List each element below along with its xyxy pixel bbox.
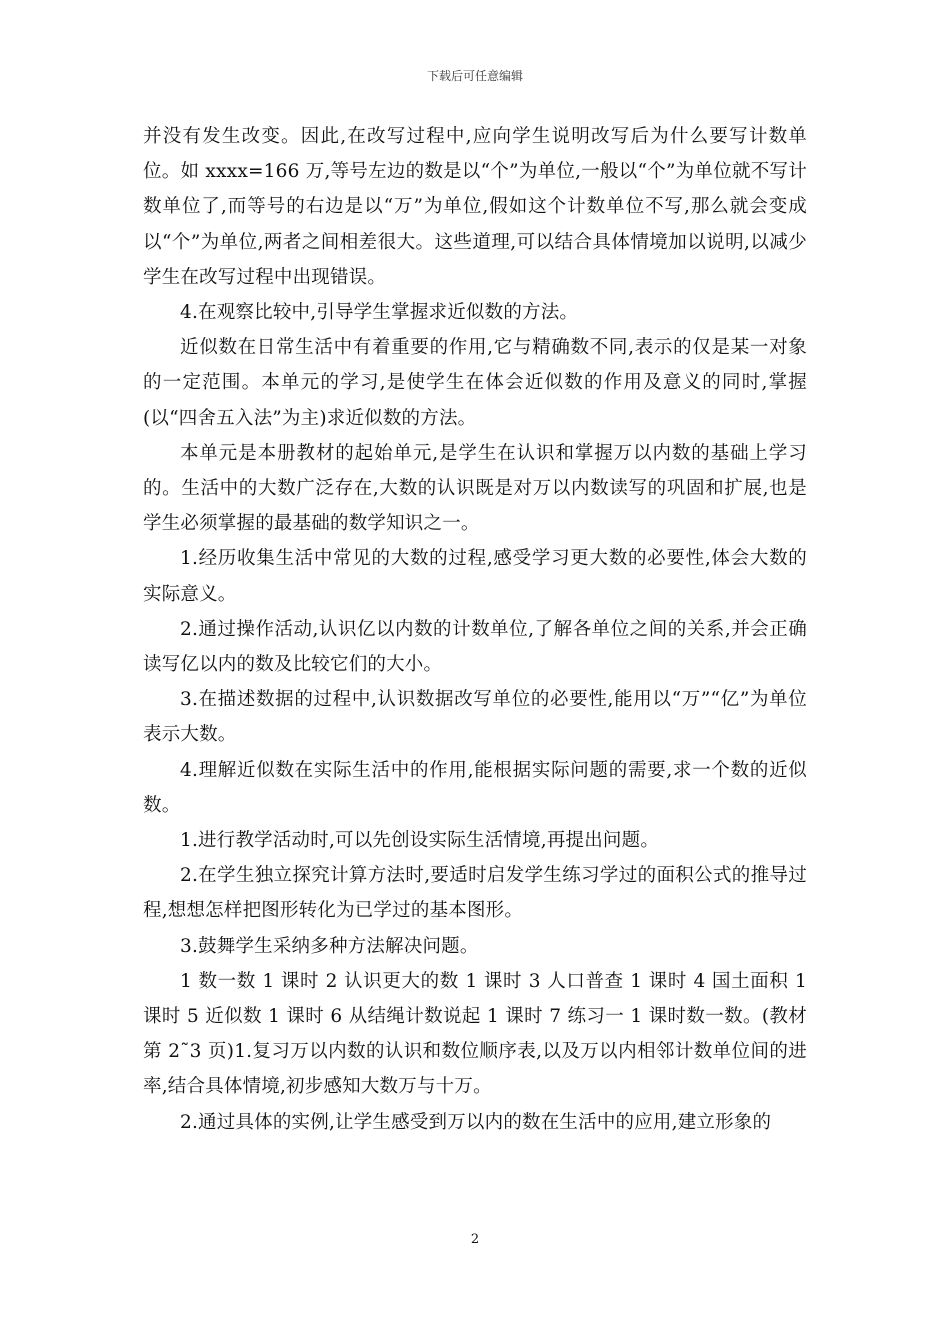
paragraph: 1 数一数 1 课时 2 认识更大的数 1 课时 3 人口普查 1 课时 4 国土面积 1 课时 5 近似数 1 课时 6 从结绳计数说起 1 课时 7 练习一 1 课时数一数。(教材第 2˜3 页)1.复习万以内数的认识和数位顺序表,以及万以内相邻计数单位间的进率,结合具体情境,初步感知大数万与十万。: [143, 970, 807, 1098]
paragraph: 2.通过具体的实例,让学生感受到万以内的数在生活中的应用,建立形象的: [180, 1111, 772, 1133]
paragraph: 2.在学生独立探究计算方法时,要适时启发学生练习学过的面积公式的推导过程,想想怎样把图形转化为已学过的基本图形。: [143, 865, 807, 922]
paragraph: 1.经历收集生活中常见的大数的过程,感受学习更大数的必要性,体会大数的实际意义。: [143, 548, 807, 605]
paragraph: 本单元是本册教材的起始单元,是学生在认识和掌握万以内数的基础上学习的。生活中的大数广泛存在,大数的认识既是对万以内数读写的巩固和扩展,也是学生必须掌握的最基础的数学知识之一。: [143, 442, 807, 535]
paragraph: 4.理解近似数在实际生活中的作用,能根据实际问题的需要,求一个数的近似数。: [143, 759, 807, 816]
page-header: 下载后可任意编辑: [426, 69, 523, 83]
paragraph: 1.进行教学活动时,可以先创设实际生活情境,再提出问题。: [180, 830, 660, 852]
paragraph: 2.通过操作活动,认识亿以内数的计数单位,了解各单位之间的关系,并会正确读写亿以内的数及比较它们的大小。: [143, 618, 807, 676]
paragraph: 近似数在日常生活中有着重要的作用,它与精确数不同,表示的仅是某一对象的一定范围。本单元的学习,是使学生在体会近似数的作用及意义的同时,掌握(以“四舍五入法”为主)求近似数的方法。: [143, 337, 807, 429]
paragraph: 3.鼓舞学生采纳多种方法解决问题。: [180, 935, 479, 957]
paragraph: 3.在描述数据的过程中,认识数据改写单位的必要性,能用以“万”“亿”为单位表示大数。: [143, 689, 807, 746]
paragraph: 4.在观察比较中,引导学生掌握求近似数的方法。: [180, 302, 579, 324]
document-body: [143, 119, 807, 1140]
paragraph: 并没有发生改变。因此,在改写过程中,应向学生说明改写后为什么要写计数单位。如 xxxx=166 万,等号左边的数是以“个”为单位,一般以“个”为单位就不写计数单位了,而等号的右边是以“万”为单位,假如这个计数单位不写,那么就会变成以“个”为单位,两者之间相差很大。这些道理,可以结合具体情境加以说明,以减少学生在改写过程中出现错误。: [143, 126, 807, 288]
page-number: 2: [470, 1232, 480, 1247]
